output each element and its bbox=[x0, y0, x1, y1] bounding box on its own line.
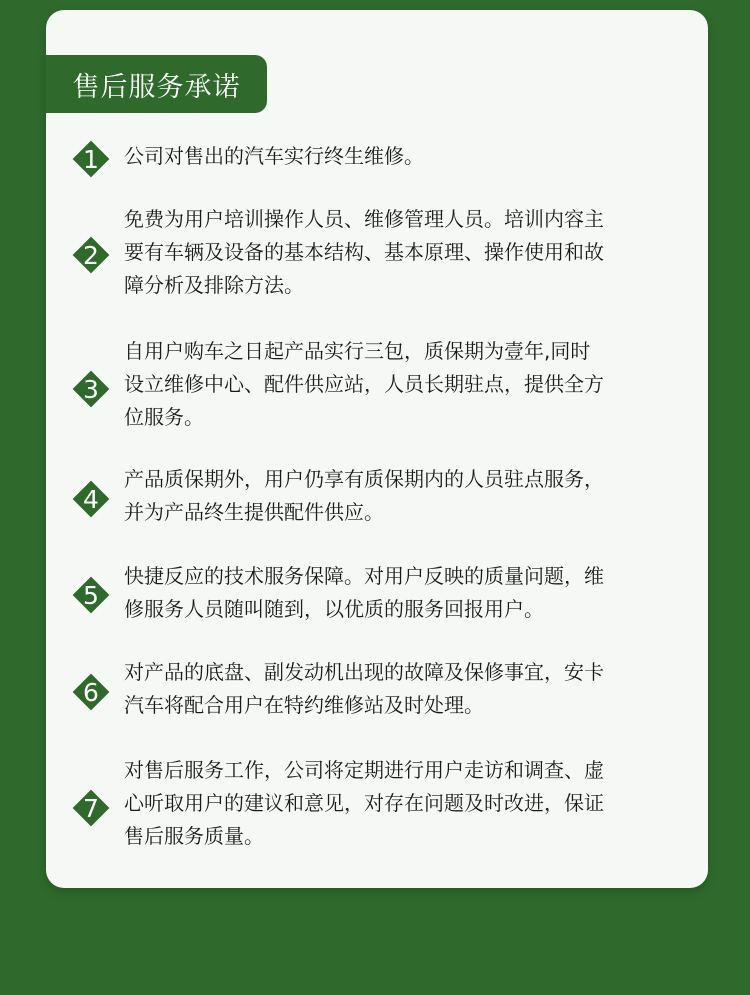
item-text: 公司对售出的汽车实行终生维修。 bbox=[124, 144, 424, 168]
content-card bbox=[46, 10, 708, 888]
item-number: 5 bbox=[83, 580, 99, 610]
item-text: 快捷反应的技术服务保障。对用户反映的质量问题，维 修服务人员随叫随到，以优质的服务回报用户。 bbox=[124, 564, 604, 621]
item-number: 7 bbox=[83, 793, 99, 823]
item-number: 6 bbox=[83, 677, 99, 707]
list-item bbox=[46, 754, 708, 874]
item-text: 对售后服务工作，公司将定期进行用户走访和调查、虚 心听取用户的建议和意见，对存在问题及时改进，保证 售后服务质量。 bbox=[124, 758, 604, 848]
item-text: 对产品的底盘、副发动机出现的故障及保修事宜，安卡 汽车将配合用户在特约维修站及时处理。 bbox=[124, 660, 604, 717]
item-number: 1 bbox=[83, 144, 99, 174]
item-text: 免费为用户培训操作人员、维修管理人员。培训内容主 要有车辆及设备的基本结构、基本原理、操作使用和故 障分析及排除方法。 bbox=[124, 207, 604, 297]
item-number: 4 bbox=[83, 484, 99, 514]
list-item bbox=[46, 335, 708, 455]
list-item bbox=[46, 203, 708, 323]
section-title: 售后服务承诺 bbox=[46, 55, 267, 113]
item-number: 3 bbox=[83, 374, 99, 404]
item-number: 2 bbox=[83, 240, 99, 270]
item-text: 自用户购车之日起产品实行三包，质保期为壹年,同时 设立维修中心、配件供应站，人员长期驻点，提供全方 位服务。 bbox=[124, 339, 604, 429]
item-text: 产品质保期外，用户仍享有质保期内的人员驻点服务， 并为产品终生提供配件供应。 bbox=[124, 467, 604, 524]
